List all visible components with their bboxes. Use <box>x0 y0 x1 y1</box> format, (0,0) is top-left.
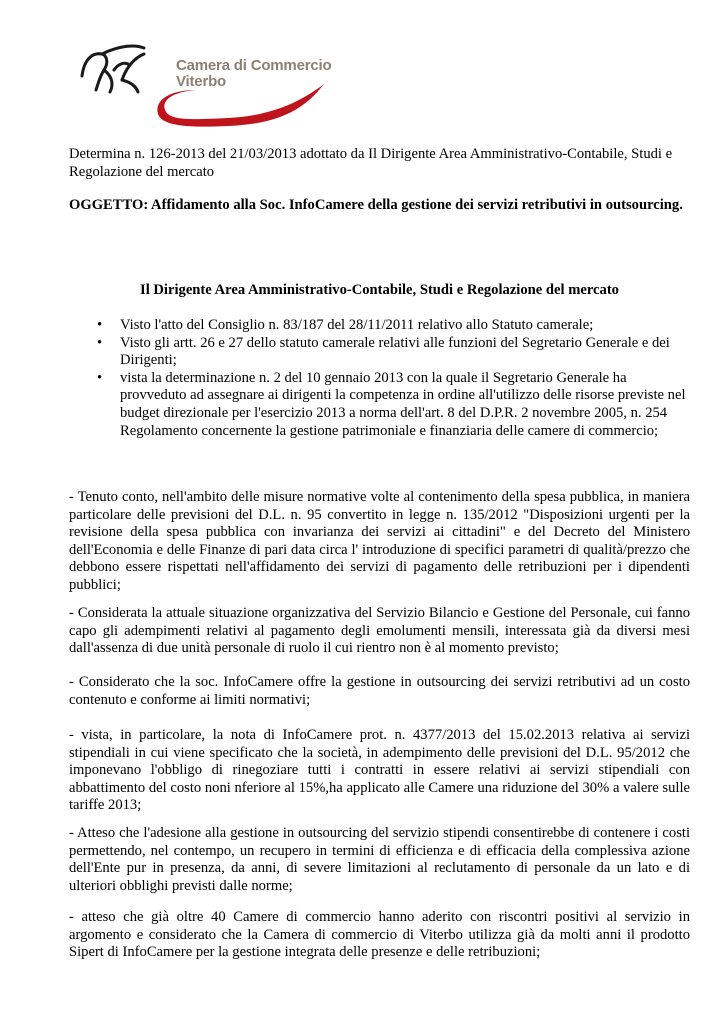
list-item-text: Visto gli artt. 26 e 27 dello statuto camerale relativi alle funzioni del Segretario Generale e dei Dirigenti; <box>120 334 670 369</box>
list-item-text: vista la determinazione n. 2 del 10 gennaio 2013 con la quale il Segretario Generale ha provveduto ad assegnare ai dirigenti la competenza in ordine all'utilizzo delle risorse previste nel budget direzionale per l'esercizio 2013 a norma dell'art. 8 del D.P.R. 2 novembre 2005, n. 254 Regolamento concernente la gestione patrimoniale e finanziaria delle camere di commercio; <box>120 369 686 439</box>
red-swoosh-icon <box>157 84 324 127</box>
list-item-text: Visto l'atto del Consiglio n. 83/187 del 28/11/2011 relativo allo Statuto camerale; <box>120 317 594 333</box>
section-heading: Il Dirigente Area Amministrativo-Contabile, Studi e Regolazione del mercato <box>140 282 619 298</box>
camera-commercio-logo <box>78 40 338 130</box>
subject: OGGETTO: Affidamento alla Soc. InfoCamere della gestione dei servizi retributivi in outsourcing. <box>69 197 683 213</box>
document-header: Determina n. 126-2013 del 21/03/2013 adottato da Il Dirigente Area Amministrativo-Contabile, Studi e Regolazione del mercato <box>69 146 673 180</box>
paragraph: - Atteso che l'adesione alla gestione in outsourcing del servizio stipendi consentirebbe di contenere i costi permettendo, nel contempo, un recupero in termini di efficienza e di efficacia della complessiva azione dell'Ente pur in presenza, da anni, di severe limitazioni al reclutamento di personale da un lato e di ulteriori obblighi previsti dalle norme; <box>69 825 690 894</box>
paragraph: - Considerato che la soc. InfoCamere offre la gestione in outsourcing dei servizi retributivi ad un costo contenuto e conforme ai limiti normativi; <box>69 674 690 708</box>
list-item <box>77 317 690 335</box>
bullet-icon: • <box>97 334 103 351</box>
list-item <box>77 370 690 440</box>
list-item <box>77 335 690 370</box>
paragraph: - Considerata la attuale situazione organizzativa del Servizio Bilancio e Gestione del Personale, cui fanno capo gli adempimenti relativi al pagamento degli emolumenti mensili, interessata già da diversi mesi dall'assenza di due unità personale di ruolo il cui rientro non è al momento previsto; <box>69 605 690 657</box>
logo-line2: Viterbo <box>176 73 227 90</box>
paragraph: - Tenuto conto, nell'ambito delle misure normative volte al contenimento della spesa pubblica, in maniera particolare delle previsioni del D.L. n. 95 convertito in legge n. 135/2012 "Disposizioni urgenti per la revisione della spesa pubblica con invarianza dei servizi ai cittadini" e del Decreto del Ministero dell'Economia e delle Finanze di pari data circa l' introduzione di specifici parametri di qualità/prezzo che debbono essere rispettati nell'affidamento dei servizi di pagamento delle retribuzioni per i dipendenti pubblici; <box>69 489 690 593</box>
premises-list <box>77 317 690 440</box>
logo-line1: Camera di Commercio <box>176 57 332 74</box>
paragraph: - atteso che già oltre 40 Camere di commercio hanno aderito con riscontri positivi al servizio in argomento e considerato che la Camera di commercio di Viterbo utilizza già da molti anni il prodotto Sipert di InfoCamere per la gestione integrata delle presenze e delle retribuzioni; <box>69 909 690 961</box>
bullet-icon: • <box>97 317 103 333</box>
bullet-icon: • <box>97 369 103 386</box>
paragraph: - vista, in particolare, la nota di InfoCamere prot. n. 4377/2013 del 15.02.2013 relativa ai servizi stipendiali in cui viene specificato che la società, in adempimento delle previsioni del D.L. 95/2012 che imponevano l'obbligo di rinegoziare tutti i contratti in essere relativi ai servizi stipendiali con abbattimento del costo noni nferiore al 15%,ha applicato alle Camere una riduzione del 30% a valere sulle tariffe 2013; <box>69 727 690 814</box>
